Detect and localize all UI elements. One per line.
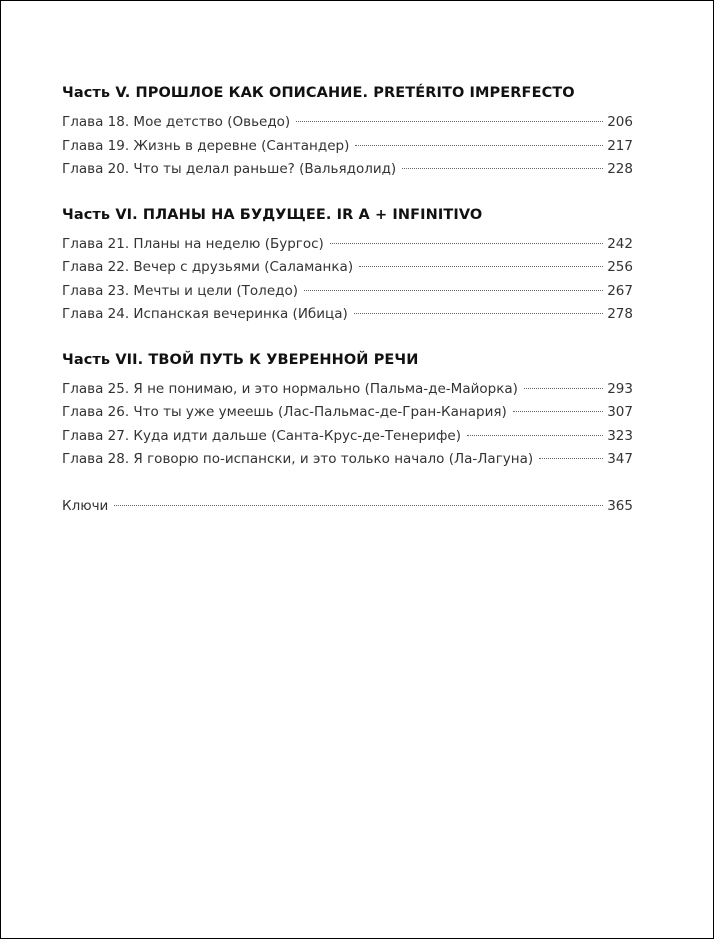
dot-leader: [539, 458, 603, 459]
toc-entry-page: 278: [607, 306, 633, 322]
toc-entry[interactable]: [62, 378, 633, 402]
toc-entry-title: Ключи: [62, 497, 109, 514]
toc-entry[interactable]: [62, 135, 633, 159]
toc-entry-page: 323: [607, 427, 633, 444]
toc-entry[interactable]: [62, 448, 633, 472]
dot-leader: [114, 505, 603, 506]
toc-entry[interactable]: [62, 401, 633, 425]
dot-leader: [330, 243, 603, 244]
toc-entry-title: Глава 27. Куда идти дальше (Санта-Крус-де-Тенерифе): [62, 427, 461, 444]
toc-entry[interactable]: [62, 303, 633, 327]
toc-entry-title: Глава 19. Жизнь в деревне (Сантандер): [62, 137, 350, 154]
dot-leader: [402, 168, 603, 169]
toc-entry-page: 242: [607, 235, 633, 252]
part-heading-vi: Часть VI. ПЛАНЫ НА БУДУЩЕЕ. IR A + INFINITIVO: [62, 206, 483, 223]
dot-leader: [524, 388, 603, 389]
toc-section-v: [62, 111, 633, 182]
dot-leader: [359, 266, 603, 267]
toc-entry-title: Глава 28. Я говорю по-испански, и это только начало (Ла-Лагуна): [62, 451, 534, 467]
toc-entry-page: 307: [607, 404, 633, 420]
toc-entry-title: Глава 20. Что ты делал раньше? (Вальядолид): [62, 161, 397, 177]
dot-leader: [354, 313, 603, 314]
toc-entry[interactable]: [62, 425, 633, 449]
dot-leader: [296, 121, 603, 122]
part-heading-vii: Часть VII. ТВОЙ ПУТЬ К УВЕРЕННОЙ РЕЧИ: [62, 351, 419, 368]
toc-entry-page: 228: [607, 161, 633, 177]
toc-entry-keys[interactable]: [62, 495, 633, 519]
toc-entry-page: 206: [607, 114, 633, 130]
toc-entry-page: 365: [607, 497, 633, 514]
toc-entry-page: 217: [607, 137, 633, 154]
toc-entry[interactable]: [62, 111, 633, 135]
toc-entry-page: 267: [607, 282, 633, 299]
dot-leader: [513, 411, 603, 412]
toc-entry[interactable]: [62, 158, 633, 182]
toc-entry[interactable]: [62, 280, 633, 304]
table-of-contents: [62, 83, 633, 541]
toc-entry-page: 347: [607, 451, 633, 467]
toc-entry-title: Глава 22. Вечер с друзьями (Саламанка): [62, 259, 354, 275]
toc-entry-title: Глава 18. Мое детство (Овьедо): [62, 114, 291, 130]
toc-entry-page: 256: [607, 259, 633, 275]
toc-entry-title: Глава 26. Что ты уже умеешь (Лас-Пальмас-де-Гран-Канария): [62, 404, 507, 420]
toc-section-vi: [62, 233, 633, 327]
toc-entry-page: 293: [607, 380, 633, 397]
dot-leader: [467, 435, 603, 436]
toc-entry-title: Глава 21. Планы на неделю (Бургос): [62, 235, 324, 252]
dot-leader: [304, 290, 603, 291]
toc-entry-title: Глава 23. Мечты и цели (Толедо): [62, 282, 298, 299]
dot-leader: [355, 145, 603, 146]
toc-entry-title: Глава 25. Я не понимаю, и это нормально (Пальма-де-Майорка): [62, 380, 518, 397]
part-heading-v: Часть V. ПРОШЛОЕ КАК ОПИСАНИЕ. PRETÉRITO IMPERFECTO: [62, 85, 575, 101]
toc-entry[interactable]: [62, 233, 633, 257]
toc-section-vii: [62, 378, 633, 472]
toc-entry[interactable]: [62, 256, 633, 280]
toc-keys: [62, 495, 633, 519]
toc-entry-title: Глава 24. Испанская вечеринка (Ибица): [62, 306, 348, 322]
